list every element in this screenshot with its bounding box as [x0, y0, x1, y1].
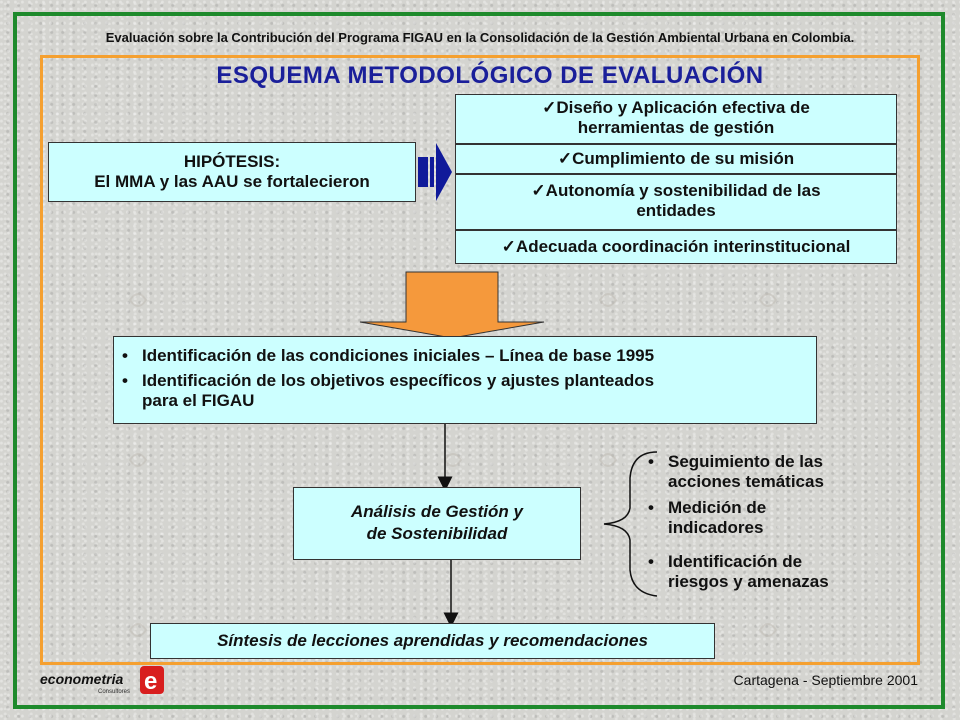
list-item-text: para el FIGAU	[142, 391, 255, 410]
list-item-text: Identificación de las condiciones iniciales – Línea de base 1995	[142, 346, 655, 365]
analysis-line: Análisis de Gestión y	[351, 502, 523, 521]
analysis-box	[293, 487, 581, 560]
result-text: herramientas de gestión	[577, 118, 775, 137]
list-item-text: Seguimiento de las	[668, 452, 823, 471]
list-item-text: riesgos y amenazas	[668, 572, 829, 591]
list-item-text: Identificación de los objetivos específicos y ajustes planteados	[142, 371, 655, 390]
logo-letter: e	[144, 668, 158, 695]
bullet-icon: •	[122, 371, 128, 390]
hypothesis-text: El MMA y las AAU se fortalecieron	[94, 172, 370, 191]
bullet-icon: •	[122, 346, 128, 365]
footer-location-date: Cartagena - Septiembre 2001	[733, 672, 918, 688]
list-item	[648, 552, 888, 592]
logo-subtext: Consultores	[98, 689, 131, 695]
result-text: entidades	[636, 201, 716, 220]
logo-text: econometria	[40, 671, 124, 687]
check-icon: ✓	[557, 149, 573, 168]
bullet-icon: •	[648, 452, 654, 471]
result-text: Cumplimiento de su misión	[572, 149, 795, 168]
list-item	[122, 346, 806, 366]
blue-right-arrow	[418, 143, 452, 201]
identification-box	[113, 336, 817, 424]
page-title: ESQUEMA METODOLÓGICO DE EVALUACIÓN	[216, 62, 764, 89]
list-item-text: Identificación de	[668, 552, 803, 571]
synthesis-box: Síntesis de lecciones aprendidas y recomendaciones	[150, 623, 715, 659]
result-box-mission	[455, 144, 897, 174]
check-icon: ✓	[531, 181, 546, 200]
hypothesis-box	[48, 142, 416, 202]
list-item	[648, 498, 888, 538]
result-text: Autonomía y sostenibilidad de las	[545, 181, 821, 200]
bullet-icon: •	[648, 552, 654, 571]
analysis-line: de Sostenibilidad	[366, 524, 508, 543]
header-note: Evaluación sobre la Contribución del Programa FIGAU en la Consolidación de la Gestión Ambiental Urbana en Colombia.	[105, 30, 855, 45]
bullet-icon: •	[648, 498, 654, 517]
result-box-autonomy	[455, 174, 897, 230]
result-box-coordination	[455, 230, 897, 264]
check-icon: ✓	[501, 237, 516, 256]
result-box-tools	[455, 94, 897, 144]
result-text: Diseño y Aplicación efectiva de	[556, 98, 810, 117]
result-text: Adecuada coordinación interinstitucional	[515, 237, 851, 256]
analysis-items-list	[648, 452, 888, 592]
list-item	[648, 452, 888, 492]
orange-down-arrow	[360, 272, 544, 338]
check-icon: ✓	[542, 98, 557, 117]
list-item-text: acciones temáticas	[668, 472, 824, 491]
list-item	[122, 371, 806, 411]
hypothesis-heading: HIPÓTESIS:	[183, 152, 281, 171]
list-item-text: Medición de	[668, 498, 767, 517]
list-item-text: indicadores	[668, 518, 764, 537]
econometria-logo	[38, 664, 168, 698]
